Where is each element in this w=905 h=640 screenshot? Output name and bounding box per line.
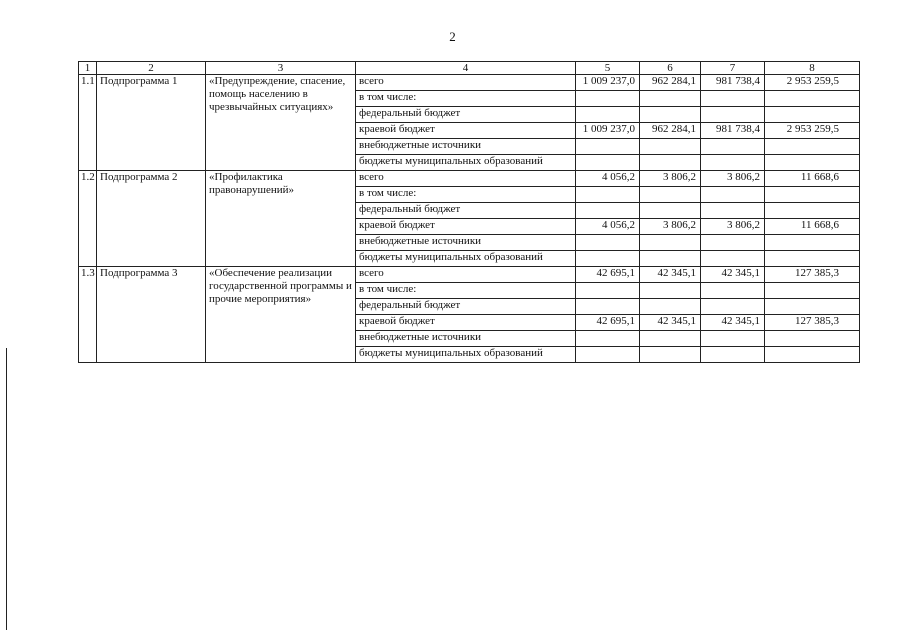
funding-source: внебюджетные источники — [356, 331, 576, 347]
amount-cell — [701, 203, 765, 219]
amount-cell — [576, 91, 640, 107]
amount-cell — [701, 283, 765, 299]
table-row — [79, 171, 860, 187]
header-cell: 2 — [97, 62, 206, 75]
amount-cell — [701, 331, 765, 347]
amount-cell: 1 009 237,0 — [576, 75, 640, 91]
header-cell: 7 — [701, 62, 765, 75]
amount-cell: 2 953 259,5 — [765, 123, 860, 139]
amount-cell: 4 056,2 — [576, 171, 640, 187]
funding-source: всего — [356, 267, 576, 283]
amount-cell — [640, 139, 701, 155]
funding-source: бюджеты муниципальных образований — [356, 155, 576, 171]
amount-cell — [765, 235, 860, 251]
amount-cell — [640, 299, 701, 315]
table-body — [79, 62, 860, 363]
amount-cell: 11 668,6 — [765, 171, 860, 187]
funding-source: федеральный бюджет — [356, 107, 576, 123]
funding-source: всего — [356, 75, 576, 91]
amount-cell: 3 806,2 — [701, 171, 765, 187]
amount-cell: 42 695,1 — [576, 267, 640, 283]
amount-cell: 2 953 259,5 — [765, 75, 860, 91]
amount-cell: 3 806,2 — [640, 219, 701, 235]
amount-cell: 127 385,3 — [765, 267, 860, 283]
amount-cell — [640, 155, 701, 171]
header-cell: 1 — [79, 62, 97, 75]
program-title: «Предупреждение, спасение, помощь населению в чрезвычайных ситуациях» — [206, 75, 356, 171]
amount-cell: 3 806,2 — [640, 171, 701, 187]
amount-cell — [765, 299, 860, 315]
amount-cell — [640, 107, 701, 123]
header-cell: 6 — [640, 62, 701, 75]
amount-cell — [640, 187, 701, 203]
amount-cell — [576, 187, 640, 203]
header-cell: 5 — [576, 62, 640, 75]
amount-cell — [576, 107, 640, 123]
amount-cell: 3 806,2 — [701, 219, 765, 235]
amount-cell — [701, 187, 765, 203]
amount-cell — [765, 283, 860, 299]
amount-cell — [640, 235, 701, 251]
header-cell: 4 — [356, 62, 576, 75]
amount-cell — [765, 203, 860, 219]
amount-cell: 981 738,4 — [701, 123, 765, 139]
amount-cell: 962 284,1 — [640, 123, 701, 139]
table-row — [79, 267, 860, 283]
funding-source: федеральный бюджет — [356, 299, 576, 315]
amount-cell: 42 345,1 — [701, 267, 765, 283]
amount-cell — [576, 203, 640, 219]
amount-cell — [701, 299, 765, 315]
program-title: «Профилактика правонарушений» — [206, 171, 356, 267]
amount-cell — [576, 283, 640, 299]
amount-cell — [701, 91, 765, 107]
program-name: Подпрограмма 1 — [97, 75, 206, 171]
amount-cell — [765, 331, 860, 347]
amount-cell: 42 345,1 — [640, 315, 701, 331]
table-row — [79, 75, 860, 91]
funding-source: в том числе: — [356, 187, 576, 203]
amount-cell — [701, 235, 765, 251]
funding-source: краевой бюджет — [356, 315, 576, 331]
budget-table — [78, 61, 860, 363]
amount-cell: 127 385,3 — [765, 315, 860, 331]
amount-cell: 11 668,6 — [765, 219, 860, 235]
header-cell: 8 — [765, 62, 860, 75]
funding-source: внебюджетные источники — [356, 235, 576, 251]
amount-cell — [640, 331, 701, 347]
amount-cell — [701, 251, 765, 267]
amount-cell — [765, 251, 860, 267]
amount-cell: 981 738,4 — [701, 75, 765, 91]
program-index: 1.2 — [79, 171, 97, 267]
amount-cell — [576, 251, 640, 267]
funding-source: в том числе: — [356, 283, 576, 299]
amount-cell — [701, 139, 765, 155]
page-number: 2 — [449, 29, 456, 44]
amount-cell: 42 345,1 — [701, 315, 765, 331]
amount-cell: 962 284,1 — [640, 75, 701, 91]
program-title: «Обеспечение реализации государственной программы и прочие мероприятия» — [206, 267, 356, 363]
amount-cell — [640, 251, 701, 267]
funding-source: федеральный бюджет — [356, 203, 576, 219]
margin-line — [6, 348, 7, 630]
amount-cell — [640, 91, 701, 107]
amount-cell: 4 056,2 — [576, 219, 640, 235]
amount-cell — [701, 107, 765, 123]
amount-cell: 1 009 237,0 — [576, 123, 640, 139]
amount-cell — [701, 155, 765, 171]
header-row — [79, 62, 860, 75]
amount-cell — [765, 347, 860, 363]
program-index: 1.1 — [79, 75, 97, 171]
funding-source: внебюджетные источники — [356, 139, 576, 155]
amount-cell — [765, 91, 860, 107]
amount-cell — [576, 155, 640, 171]
amount-cell — [765, 107, 860, 123]
program-name: Подпрограмма 2 — [97, 171, 206, 267]
funding-source: краевой бюджет — [356, 219, 576, 235]
amount-cell: 42 695,1 — [576, 315, 640, 331]
amount-cell — [640, 203, 701, 219]
amount-cell — [765, 139, 860, 155]
amount-cell — [576, 331, 640, 347]
funding-source: всего — [356, 171, 576, 187]
amount-cell — [765, 187, 860, 203]
amount-cell: 42 345,1 — [640, 267, 701, 283]
program-index: 1.3 — [79, 267, 97, 363]
funding-source: в том числе: — [356, 91, 576, 107]
funding-source: бюджеты муниципальных образований — [356, 251, 576, 267]
amount-cell — [576, 139, 640, 155]
amount-cell — [765, 155, 860, 171]
amount-cell — [640, 347, 701, 363]
amount-cell — [576, 299, 640, 315]
amount-cell — [576, 347, 640, 363]
program-name: Подпрограмма 3 — [97, 267, 206, 363]
funding-source: бюджеты муниципальных образований — [356, 347, 576, 363]
amount-cell — [701, 347, 765, 363]
header-cell: 3 — [206, 62, 356, 75]
amount-cell — [640, 283, 701, 299]
amount-cell — [576, 235, 640, 251]
funding-source: краевой бюджет — [356, 123, 576, 139]
